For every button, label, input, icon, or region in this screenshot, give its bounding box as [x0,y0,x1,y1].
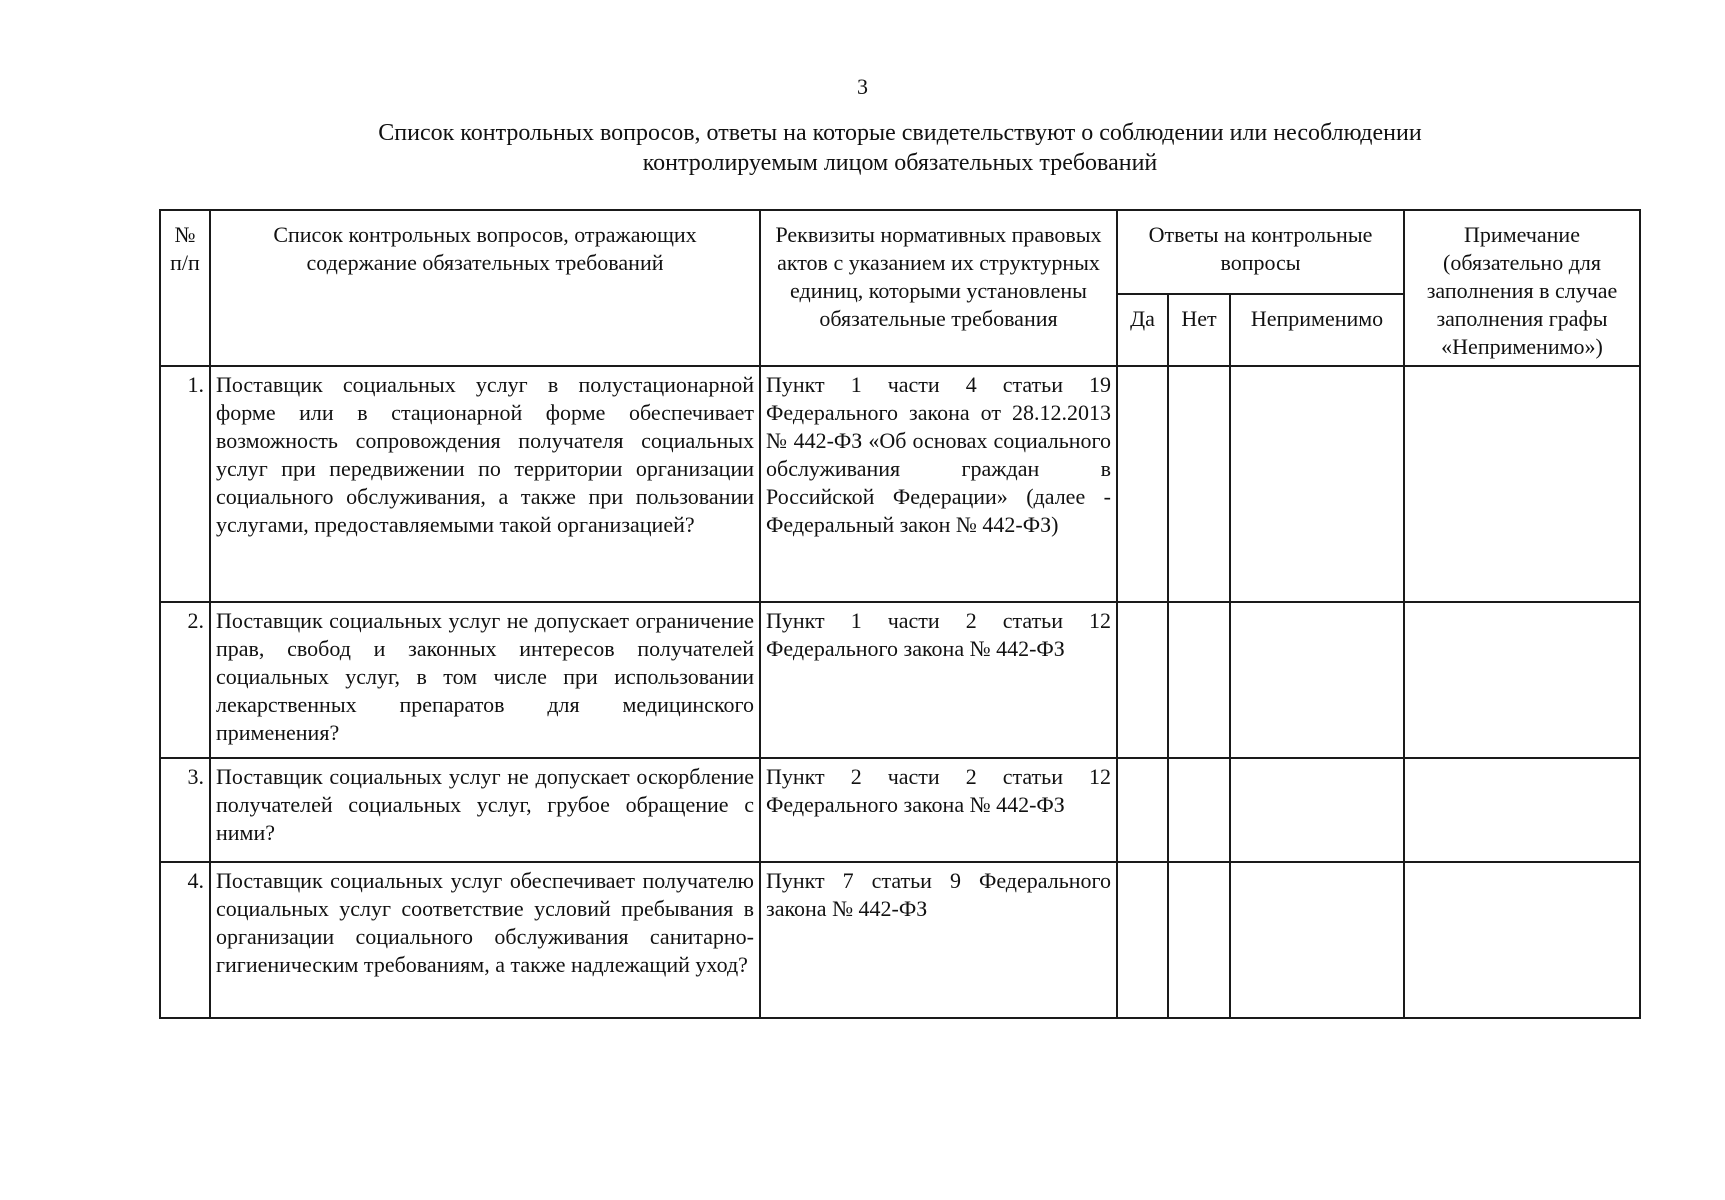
row-number: 1. [160,366,210,602]
note-cell[interactable] [1404,602,1640,758]
answer-not-applicable-cell[interactable] [1230,862,1404,1018]
row-question: Поставщик социальных услуг не допускает ограничение прав, свобод и законных интересов получателей социальных услуг, в том числе при использовании лекарственных препаратов для медицинского применения? [210,602,760,758]
row-requisites: Пункт 1 части 4 статьи 19 Федерального закона от 28.12.2013 № 442-ФЗ «Об основах социального обслуживания граждан в Российской Федерации» (далее - Федеральный закон № 442-ФЗ) [760,366,1117,602]
table-row [160,862,1640,1018]
row-requisites: Пункт 7 статьи 9 Федерального закона № 442-ФЗ [760,862,1117,1018]
answer-yes-cell[interactable] [1117,366,1168,602]
table-row [160,602,1640,758]
row-requisites: Пункт 1 части 2 статьи 12 Федерального закона № 442-ФЗ [760,602,1117,758]
row-number: 4. [160,862,210,1018]
answer-not-applicable-cell[interactable] [1230,758,1404,862]
checklist-table [159,209,1641,1019]
header-requisites: Реквизиты нормативных правовых актов с указанием их структурных единиц, которыми установлены обязательные требования [760,210,1117,366]
page-number: 3 [857,74,868,99]
note-cell[interactable] [1404,862,1640,1018]
document-title-line-1: Список контрольных вопросов, ответы на которые свидетельствуют о соблюдении или несоблюдении [378,120,1422,146]
note-cell[interactable] [1404,758,1640,862]
answer-not-applicable-cell[interactable] [1230,602,1404,758]
answer-yes-cell[interactable] [1117,758,1168,862]
row-question: Поставщик социальных услуг не допускает оскорбление получателей социальных услуг, грубое обращение с ними? [210,758,760,862]
header-answers: Ответы на контрольные вопросы [1117,210,1404,294]
table-row [160,366,1640,602]
answer-no-cell[interactable] [1168,758,1230,862]
answer-not-applicable-cell[interactable] [1230,366,1404,602]
header-not-applicable: Неприменимо [1230,294,1404,366]
answer-no-cell[interactable] [1168,602,1230,758]
header-yes: Да [1117,294,1168,366]
row-question: Поставщик социальных услуг в полустационарной форме или в стационарной форме обеспечивает возможность сопровождения получателя социальных услуг при передвижении по территории организации социального обслуживания, а также при пользовании услугами, предоставляемыми такой организацией? [210,366,760,602]
answer-yes-cell[interactable] [1117,862,1168,1018]
answer-no-cell[interactable] [1168,862,1230,1018]
answer-no-cell[interactable] [1168,366,1230,602]
document-title [250,118,1550,178]
header-note: Примечание (обязательно для заполнения в случае заполнения графы «Неприменимо») [1404,210,1640,366]
table-row [160,758,1640,862]
row-number: 2. [160,602,210,758]
header-no: Нет [1168,294,1230,366]
answer-yes-cell[interactable] [1117,602,1168,758]
header-question: Список контрольных вопросов, отражающих содержание обязательных требований [210,210,760,366]
row-requisites: Пункт 2 части 2 статьи 12 Федерального закона № 442-ФЗ [760,758,1117,862]
document-title-line-2: контролируемым лицом обязательных требований [642,150,1158,176]
row-question: Поставщик социальных услуг обеспечивает получателю социальных услуг соответствие условий пребывания в организации социального обслуживания санитарно-гигиеническим требованиям, а также надлежащий уход? [210,862,760,1018]
note-cell[interactable] [1404,366,1640,602]
row-number: 3. [160,758,210,862]
header-number: № п/п [160,210,210,366]
